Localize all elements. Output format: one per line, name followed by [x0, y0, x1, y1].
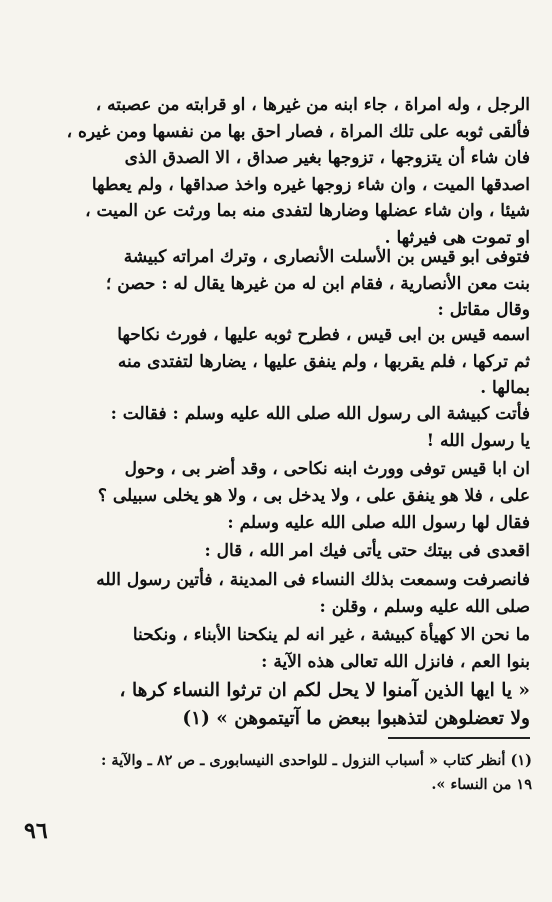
paragraph-inheritance-custom: الرجل ، وله امراة ، جاء ابنه من غيرها ، او قرابته من عصبته ، فألقى ثوبه على تلك المراة ، فصار احق بها من نفسها ومن غيره ، فان شاء أن يتزوجها ، تزوجها بغير صداق ، الا الصدق الذى اصدقها الميت ، وان شاء زوجها غيره واخذ صداقها ، ولم يعطها شيئا ، وان شاء عضلها وضارها لتفدى منه بما ورثت عن الميت ، او تموت هى فيرثها .: [66, 95, 530, 248]
paragraph-kubaysha-came: فأتت كبيشة الى رسول الله صلى الله عليه وسلم : فقالت : يا رسول الله !: [110, 404, 530, 451]
footnote-divider: [388, 737, 530, 739]
paragraph-women-said: ما نحن الا كهيأة كبيشة ، غير انه لم ينكحنا الأبناء ، ونكحنا بنوا العم ، فانزل الله تعالى هذه الآية :: [132, 625, 530, 672]
paragraph-abu-qais: فتوفى ابو قيس بن الأسلت الأنصارى ، وترك امراته كبيشة بنت معن الأنصارية ، فقام ابن له من غيرها يقال له : حصن ؛ وقال مقاتل :: [105, 247, 530, 320]
footnote: (١) أنظر كتاب « أسباب النزول ـ للواحدى النيسابورى ـ ص ٨٢ ـ والآية : ١٩ من النساء ».: [101, 752, 532, 793]
paragraph-prophet-said: فقال لها رسول الله صلى الله عليه وسلم :: [227, 513, 530, 533]
paragraph-women-came: فانصرفت وسمعت بذلك النساء فى المدينة ، فأتين رسول الله صلى الله عليه وسلم ، وقلن :: [96, 570, 530, 617]
quran-verse: « يا ايها الذين آمنوا لا يحل لكم ان ترثوا النساء كرها ، ولا تعضلوهن لتذهبوا ببعض ما آتيتموهن » (١): [119, 680, 530, 729]
paragraph-kubaysha-complaint: ان ابا قيس توفى وورث ابنه نكاحى ، وقد أضر بى ، وحول على ، فلا هو ينفق على ، ولا يدخل بى ، ولا هو يخلى سبيلى ؟: [97, 459, 530, 506]
paragraph-stay-home: اقعدى فى بيتك حتى يأتى فيك امر الله ، قال :: [204, 541, 530, 561]
page-number: ٩٦: [24, 818, 48, 844]
paragraph-qais-son: اسمه قيس بن ابى قيس ، فطرح ثوبه عليها ، فورث نكاحها ثم تركها ، فلم يقربها ، ولم ينفق عليها ، يضارها لتفتدى منه بمالها .: [117, 325, 530, 398]
